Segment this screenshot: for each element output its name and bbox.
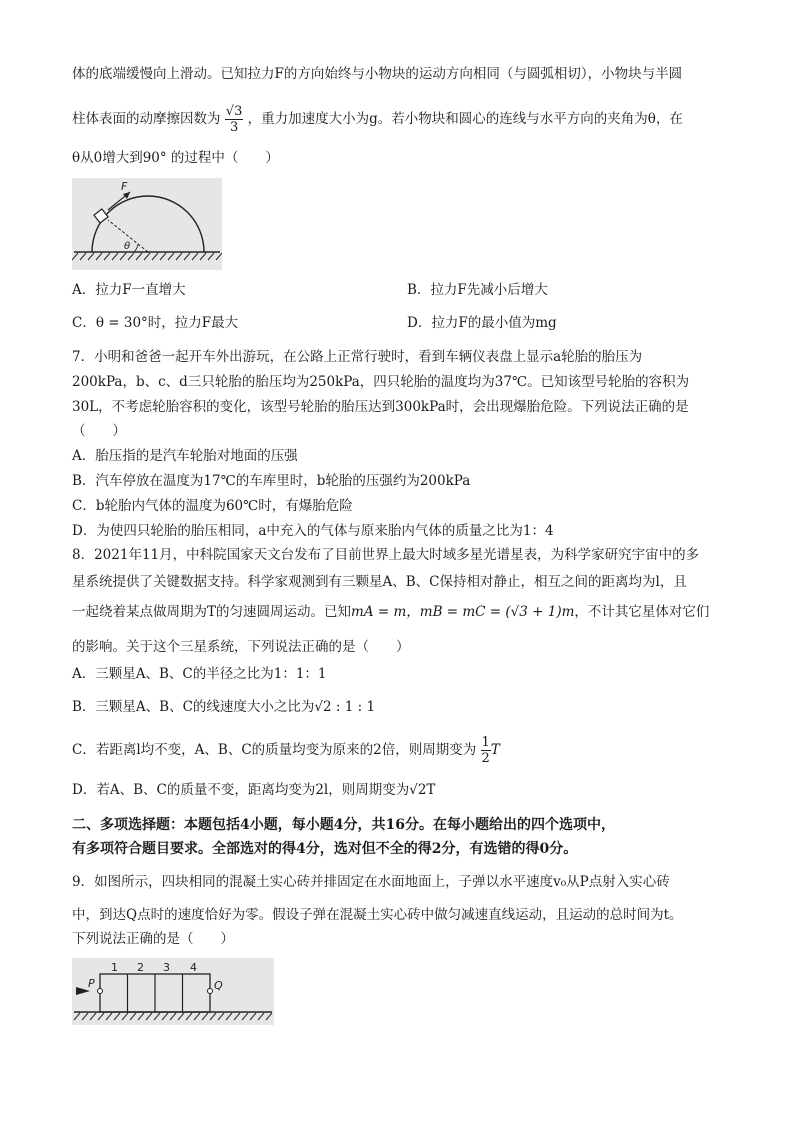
q6-figure-semicylinder: [72, 178, 222, 270]
theta-arc: [134, 244, 138, 252]
q8-stem-line3-post: ，不计其它星体对它们: [574, 604, 710, 620]
fraction-denominator: 3: [229, 120, 239, 135]
q7-option-d: D．为使四只轮胎的胎压相同，a中充入的气体与原来胎内气体的质量之比为1：4: [72, 523, 554, 539]
q9-stem-line2: 中，到达Q点时的速度恰好为零。假设子弹在混凝土实心砖中做匀减速直线运动，且运动的总时间为t。: [72, 907, 683, 923]
section2-header-line1: 二、多项选择题：本题包括4小题，每小题4分，共16分。在每小题给出的四个选项中，: [72, 817, 615, 833]
point-Q-marker: [208, 989, 213, 994]
q6-stem-line2-pre: 柱体表面的动摩擦因数为: [72, 111, 221, 127]
brick-label-1: 1: [111, 961, 118, 974]
q7-stem-line3: 30L，不考虑轮胎容积的变化，该型号轮胎的胎压达到300kPa时，会出现爆胎危险。下列说法正确的是: [72, 399, 689, 415]
q6-option-d: D．拉力F的最小值为mg: [407, 315, 557, 331]
point-P-label: P: [88, 977, 95, 990]
q8-option-c-post: T: [490, 742, 500, 758]
ground-hatch: [72, 253, 222, 260]
semicircle-arc: [92, 196, 204, 252]
q8-stem-line3: [72, 602, 709, 622]
q6-stem-line2-post: ，重力加速度大小为g。若小物块和圆心的连线与水平方向的夹角为θ，在: [247, 111, 683, 127]
q6-option-b: B．拉力F先减小后增大: [407, 282, 548, 298]
q6-stem-line3: θ从0增大到90° 的过程中（ ）: [72, 150, 279, 166]
point-P-marker: [98, 989, 103, 994]
q6-stem-line1: 体的底端缓慢向上滑动。已知拉力F的方向始终与小物块的运动方向相同（与圆弧相切），小物块与半圆: [72, 66, 683, 82]
q7-option-c: C．b轮胎内气体的温度为60℃时，有爆胎危险: [72, 498, 353, 514]
q6-option-a: A．拉力F一直增大: [72, 282, 186, 298]
q7-stem-line4: （ ）: [72, 423, 126, 439]
bricks-diagram: [72, 958, 274, 1025]
q8-option-c: [72, 735, 500, 766]
fraction-denominator: 2: [481, 751, 490, 766]
q9-stem-line1: 9．如图所示，四块相同的混凝土实心砖并排固定在水面地面上，子弹以水平速度v₀从P点射入实心砖: [72, 874, 670, 890]
small-block: [94, 209, 108, 223]
q7-option-a: A．胎压指的是汽车轮胎对地面的压强: [72, 448, 298, 464]
period-fraction: [481, 735, 491, 766]
q8-option-d: D．若A、B、C的质量不变，距离均变为2l，则周期变为√2T: [72, 782, 436, 798]
q8-option-a: A．三颗星A、B、C的半径之比为1：1：1: [72, 666, 327, 682]
force-label-F: F: [121, 180, 128, 193]
fraction-numerator: 1: [481, 735, 490, 750]
q9-stem-line3: 下列说法正确的是（ ）: [72, 931, 234, 947]
theta-label: θ: [124, 241, 131, 252]
brick-label-2: 2: [137, 961, 144, 974]
semicylinder-diagram: [72, 178, 222, 270]
q8-stem-line4: 的影响。关于这个三星系统，下列说法正确的是（ ）: [72, 639, 410, 655]
ground-hatch: [74, 1013, 272, 1020]
q8-option-c-pre: C．若距离l均不变，A、B、C的质量均变为原来的2倍，则周期变为: [72, 742, 477, 758]
q7-option-b: B．汽车停放在温度为17℃的车库里时，b轮胎的压强约为200kPa: [72, 473, 471, 489]
q9-figure-bricks: [72, 958, 274, 1025]
q7-stem-line2: 200kPa，b、c、d三只轮胎的胎压均为250kPa，四只轮胎的温度均为37℃。已知该型号轮胎的容积为: [72, 374, 690, 390]
q8-stem-line1: 8．2021年11月，中科院国家天文台发布了目前世界上最大时域多星光谱星表，为科学家研究宇宙中的多: [72, 547, 700, 563]
point-Q-label: Q: [214, 979, 223, 992]
q6-stem-line2: [72, 104, 683, 135]
q7-stem-line1: 7．小明和爸爸一起开车外出游玩，在公路上正常行驶时，看到车辆仪表盘上显示a轮胎的胎压为: [72, 349, 643, 365]
fraction-numerator: √3: [225, 104, 243, 119]
q6-option-c: C．θ = 30°时，拉力F最大: [72, 315, 239, 331]
section2-header-line2: 有多项符合题目要求。全部选对的得4分，选对但不全的得2分，有选错的得0分。: [72, 841, 578, 857]
brick-label-3: 3: [163, 961, 170, 974]
brick-label-4: 4: [190, 961, 197, 974]
friction-coefficient-fraction: [225, 104, 244, 135]
force-arrowhead: [123, 192, 130, 199]
q8-stem-line2: 星系统提供了关键数据支持。科学家观测到有三颗星A、B、C保持相对静止，相互之间的距离均为l，且: [72, 574, 687, 590]
q8-stem-line3-pre: 一起绕着某点做周期为T的匀速圆周运动。已知: [72, 604, 352, 620]
q8-option-b: B．三颗星A、B、C的线速度大小之比为√2 : 1 : 1: [72, 699, 376, 715]
mass-expression: mA = m，mB = mC = (√3 + 1)m: [351, 604, 575, 620]
